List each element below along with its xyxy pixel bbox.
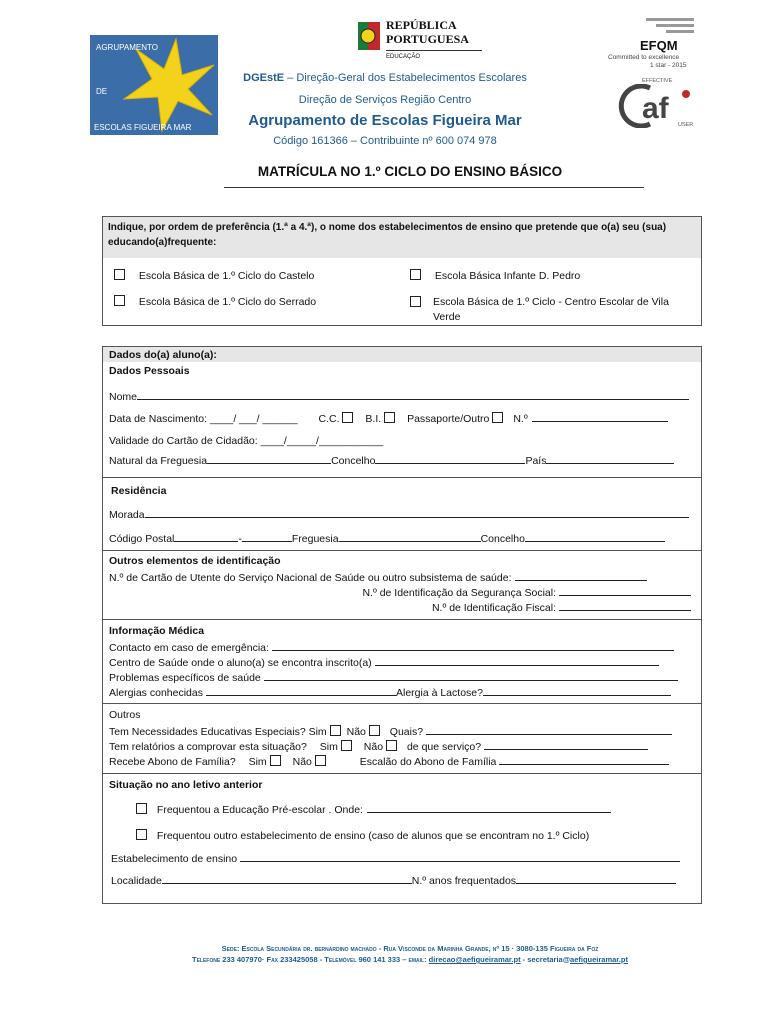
which-input[interactable] bbox=[426, 724, 672, 735]
postal-input-2[interactable] bbox=[242, 531, 292, 542]
family-allowance-label: Recebe Abono de Família? bbox=[109, 756, 236, 768]
school-name-label: Estabelecimento de ensino bbox=[111, 853, 238, 865]
checkbox[interactable] bbox=[114, 269, 125, 280]
res-municipality-label: Concelho bbox=[480, 533, 525, 545]
health-problems-label: Problemas específicos de saúde bbox=[109, 672, 261, 684]
reports-row bbox=[109, 739, 648, 753]
emergency-input[interactable] bbox=[272, 640, 674, 651]
health-problems-input[interactable] bbox=[264, 670, 678, 681]
reports-label: Tem relatórios a comprovar esta situação? bbox=[109, 741, 307, 753]
municipality-label: Concelho bbox=[331, 455, 376, 467]
republica-line2: PORTUGUESA bbox=[386, 32, 469, 46]
school-option-label: Escola Básica de 1.º Ciclo do Serrado bbox=[138, 296, 317, 308]
allergies-input[interactable] bbox=[206, 685, 396, 696]
address-field[interactable] bbox=[109, 507, 689, 521]
other-school-label: Frequentou outro estabelecimento de ensino (caso de alunos que se encontram no 1.º Ciclo) bbox=[156, 830, 590, 842]
previous-year-heading: Situação no ano letivo anterior bbox=[109, 779, 263, 791]
preschool-label: Frequentou a Educação Pré-escolar . Onde: bbox=[156, 804, 363, 816]
logo-text-1: AGRUPAMENTO bbox=[96, 43, 158, 52]
service-label: de que serviço? bbox=[406, 741, 482, 753]
svg-text:af: af bbox=[642, 92, 669, 125]
republica-logo bbox=[356, 16, 496, 68]
school-option-label: Escola Básica Infante D. Pedro bbox=[434, 270, 581, 282]
bi-label: B.I. bbox=[365, 413, 382, 425]
family-allowance-row bbox=[109, 754, 669, 768]
no-label: Não bbox=[346, 726, 366, 738]
email-link-secretaria[interactable]: aefigueiramar.pt bbox=[570, 955, 628, 964]
other-school-checkbox[interactable] bbox=[136, 829, 147, 840]
birthplace-row bbox=[109, 453, 674, 467]
caf-bottom: USER bbox=[678, 122, 694, 128]
preference-instruction: Indique, por ordem de preferência (1.ª a 4.ª), o nome dos estabelecimentos de ensino que pretende que o(a) seu (sua) educando(a)frequente: bbox=[103, 217, 701, 258]
school-option-1[interactable] bbox=[111, 269, 314, 282]
yes-label: Sim bbox=[319, 741, 338, 753]
checkbox[interactable] bbox=[410, 269, 421, 280]
divider bbox=[103, 703, 701, 704]
special-needs-no[interactable] bbox=[369, 725, 380, 736]
efqm-line2: 1 star - 2015 bbox=[650, 62, 687, 69]
yes-label: Sim bbox=[248, 756, 267, 768]
tax-number-label: N.º de Identificação Fiscal: bbox=[431, 602, 556, 614]
student-heading: Dados do(a) aluno(a): bbox=[109, 349, 217, 361]
efqm-bars bbox=[646, 18, 694, 33]
preschool-row bbox=[133, 802, 611, 816]
name-input[interactable] bbox=[137, 389, 689, 400]
divider bbox=[103, 550, 701, 551]
health-center-row bbox=[109, 655, 659, 669]
res-parish-input[interactable] bbox=[339, 531, 481, 542]
allergies-row bbox=[109, 685, 671, 699]
checkbox[interactable] bbox=[114, 295, 125, 306]
which-label: Quais? bbox=[389, 726, 424, 738]
republica-line1: REPÚBLICA bbox=[386, 18, 457, 32]
no-label: Não bbox=[363, 741, 384, 753]
lactose-input[interactable] bbox=[483, 685, 671, 696]
dsr-line: Direção de Serviços Região Centro bbox=[298, 94, 472, 106]
postal-label: Código Postal bbox=[109, 533, 175, 545]
school-option-label: Escola Básica de 1.º Ciclo - Centro Escolar de Vila Verde bbox=[433, 296, 669, 323]
checkbox[interactable] bbox=[410, 296, 421, 307]
health-number-input[interactable] bbox=[515, 570, 647, 581]
title-rule bbox=[224, 187, 644, 188]
efqm-title: EFQM bbox=[640, 38, 678, 53]
dgeste-name: – Direção-Geral dos Estabelecimentos Escolares bbox=[284, 72, 527, 84]
others-heading: Outros bbox=[109, 709, 141, 721]
preschool-checkbox[interactable] bbox=[136, 803, 147, 814]
dgeste-acronym: DGEstE bbox=[243, 72, 285, 84]
preschool-input[interactable] bbox=[367, 802, 611, 813]
other-school-row bbox=[133, 829, 589, 842]
country-label: País bbox=[525, 455, 547, 467]
birth-date-row bbox=[109, 411, 668, 425]
municipality-input[interactable] bbox=[375, 453, 525, 464]
postal-row: Código Postal - Freguesia Concelho bbox=[109, 531, 665, 545]
cc-checkbox[interactable] bbox=[342, 412, 353, 423]
republica-divider bbox=[386, 50, 482, 51]
allowance-level-label: Escalão do Abono de Família bbox=[359, 756, 497, 768]
name-field[interactable] bbox=[109, 389, 689, 403]
codigo-line: Código 161366 – Contribuinte nº 600 074 978 bbox=[273, 135, 497, 147]
email-link-direcao[interactable]: direcao@aefigueiramar.pt bbox=[428, 955, 521, 964]
res-municipality-input[interactable] bbox=[525, 531, 665, 542]
school-option-2[interactable] bbox=[407, 269, 580, 282]
postal-input-1[interactable] bbox=[174, 531, 238, 542]
cc-label: C.C. bbox=[318, 413, 340, 425]
student-section bbox=[102, 346, 702, 904]
parish-label: Natural da Freguesia bbox=[109, 455, 208, 467]
social-security-row bbox=[362, 585, 691, 599]
school-option-label: Escola Básica de 1.º Ciclo do Castelo bbox=[138, 270, 315, 282]
residence-heading: Residência bbox=[111, 485, 167, 497]
school-option-3[interactable] bbox=[111, 295, 316, 308]
preference-section bbox=[102, 216, 702, 326]
birth-date-field[interactable]: Data de Nascimento: ____/ ___/ ______ bbox=[109, 413, 298, 425]
no-label: Não bbox=[292, 756, 312, 768]
republica-line3: EDUCAÇÃO bbox=[386, 54, 421, 60]
page-title: MATRÍCULA NO 1.º CICLO DO ENSINO BÁSICO bbox=[257, 164, 563, 179]
name-label: Nome bbox=[109, 391, 138, 403]
social-security-label: N.º de Identificação da Segurança Social: bbox=[362, 587, 556, 599]
other-id-heading: Outros elementos de identificação bbox=[109, 555, 281, 567]
health-center-label: Centro de Saúde onde o aluno(a) se encontra inscrito(a) bbox=[109, 657, 372, 669]
id-number-input[interactable] bbox=[532, 411, 668, 422]
years-input[interactable] bbox=[516, 873, 676, 884]
special-needs-label: Tem Necessidades Educativas Especiais? Sim bbox=[109, 726, 327, 738]
health-number-label: N.º de Cartão de Utente do Serviço Nacional de Saúde ou outro subsistema de saúde: bbox=[109, 572, 512, 584]
logo-text-2: DE bbox=[96, 87, 108, 96]
school-name: Agrupamento de Escolas Figueira Mar bbox=[248, 112, 522, 129]
allergies-label: Alergias conhecidas bbox=[109, 687, 203, 699]
locality-input[interactable] bbox=[162, 873, 412, 884]
health-number-row bbox=[109, 570, 647, 584]
footer-phones: Telefone 233 407970· Fax 233425058 - Telemóvel 960 141 333 – email: bbox=[192, 955, 429, 964]
medical-heading: Informação Médica bbox=[109, 625, 205, 637]
reports-no[interactable] bbox=[386, 740, 397, 751]
special-needs-row bbox=[109, 724, 672, 738]
special-needs-yes[interactable] bbox=[330, 725, 341, 736]
years-label: N.º anos frequentados bbox=[411, 875, 517, 887]
divider bbox=[103, 619, 701, 620]
efqm-logo bbox=[606, 14, 696, 70]
cc-validity-field[interactable]: Validade do Cartão de Cidadão: ____/_____/___________ bbox=[109, 435, 384, 447]
service-input[interactable] bbox=[484, 739, 648, 750]
res-parish-label: Freguesia bbox=[291, 533, 339, 545]
tax-number-row bbox=[432, 600, 691, 614]
emergency-label: Contacto em caso de emergência: bbox=[109, 642, 269, 654]
country-input[interactable] bbox=[546, 453, 674, 464]
coat-of-arms-icon bbox=[356, 18, 382, 54]
allowance-yes[interactable] bbox=[270, 755, 281, 766]
divider bbox=[103, 773, 701, 774]
social-security-input[interactable] bbox=[559, 585, 691, 596]
emergency-row bbox=[109, 640, 674, 654]
lactose-label: Alergia à Lactose? bbox=[395, 687, 483, 699]
bi-checkbox[interactable] bbox=[384, 412, 395, 423]
allowance-level-input[interactable] bbox=[499, 754, 669, 765]
allowance-no[interactable] bbox=[315, 755, 326, 766]
locality-label: Localidade bbox=[111, 875, 162, 887]
health-problems-row bbox=[109, 670, 678, 684]
footer-address: Sede: Escola Secundária dr. bernardino machado - Rua Visconde da Marinha Grande, nº 15 · 3080-135 Figueira da Foz bbox=[221, 944, 599, 953]
health-center-input[interactable] bbox=[375, 655, 659, 666]
footer-contacts bbox=[0, 955, 770, 964]
logo-text-3: ESCOLAS FIGUEIRA MAR bbox=[94, 123, 192, 132]
parish-input[interactable] bbox=[207, 453, 331, 464]
passport-checkbox[interactable] bbox=[492, 412, 503, 423]
efqm-line1: Committed to excellence bbox=[608, 54, 680, 61]
divider bbox=[103, 477, 701, 478]
locality-row bbox=[111, 873, 676, 887]
id-number-label: N.º bbox=[513, 413, 528, 425]
dgeste-line bbox=[0, 72, 770, 84]
address-label: Morada bbox=[109, 509, 145, 521]
passport-label: Passaporte/Outro bbox=[407, 413, 490, 425]
address-input[interactable] bbox=[145, 507, 689, 518]
caf-top: EFFECTIVE bbox=[642, 78, 673, 84]
school-option-4[interactable] bbox=[407, 295, 697, 325]
tax-number-input[interactable] bbox=[559, 600, 691, 611]
school-name-input[interactable] bbox=[240, 851, 680, 862]
school-name-row bbox=[111, 851, 680, 865]
footer-separator: - secretaria@ bbox=[520, 955, 571, 964]
reports-yes[interactable] bbox=[341, 740, 352, 751]
personal-data-heading: Dados Pessoais bbox=[109, 365, 190, 377]
